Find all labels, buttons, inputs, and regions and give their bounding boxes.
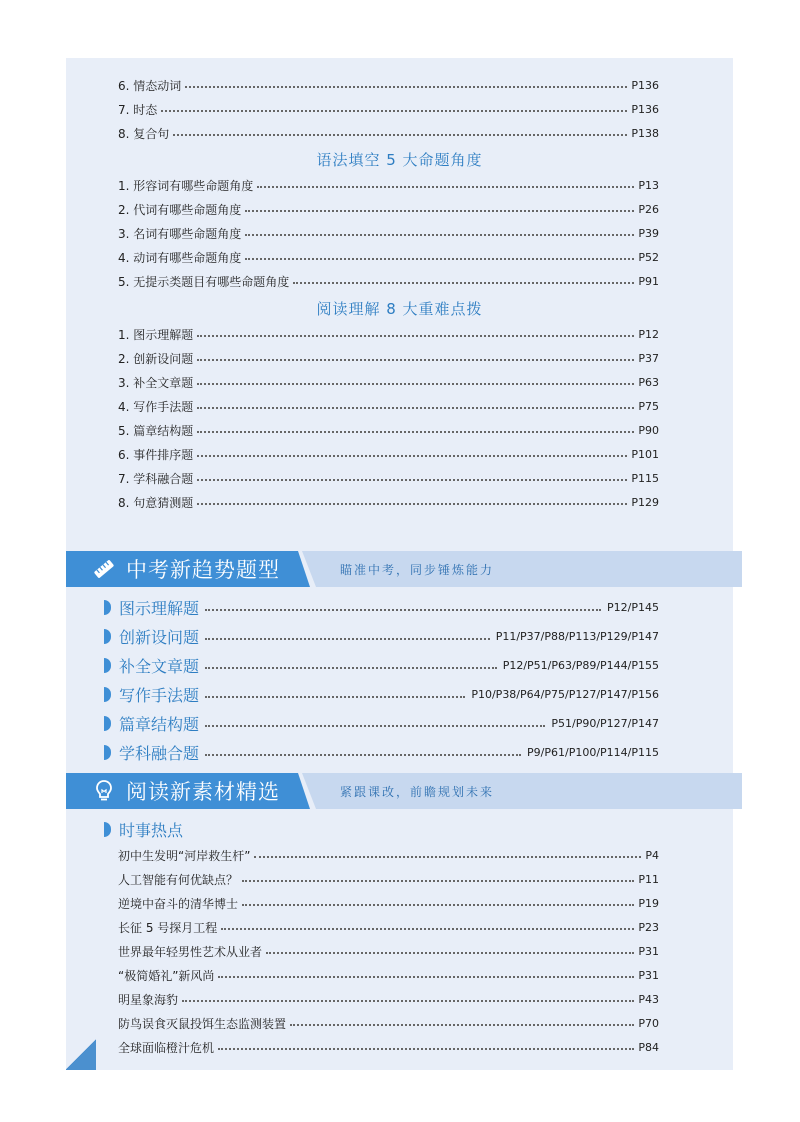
toc-page: P138: [631, 126, 659, 140]
leader-dots: [290, 1024, 634, 1026]
toc-label: 3. 补全文章题: [118, 375, 194, 390]
toc-label: 6. 情态动词: [118, 78, 182, 93]
toc-label: “极简婚礼”新风尚: [118, 968, 215, 983]
toc-row[interactable]: [118, 492, 659, 512]
trend-label: 补全文章题: [119, 656, 200, 676]
toc-page: P75: [638, 399, 659, 413]
leader-dots: [197, 503, 627, 505]
leader-dots: [205, 638, 490, 640]
toc-row[interactable]: [118, 468, 659, 488]
toc-row[interactable]: [118, 75, 659, 95]
toc-page: P63: [638, 375, 659, 389]
leader-dots: [242, 880, 634, 882]
leader-dots: [245, 234, 634, 236]
toc-row[interactable]: [118, 917, 659, 937]
trend-row[interactable]: [104, 681, 659, 707]
toc-label: 4. 动词有哪些命题角度: [118, 250, 242, 265]
toc-page: P84: [638, 1040, 659, 1054]
toc-row[interactable]: [118, 396, 659, 416]
leader-dots: [242, 904, 634, 906]
toc-row[interactable]: [118, 941, 659, 961]
toc-label: 2. 代词有哪些命题角度: [118, 202, 242, 217]
trend-pages: P12/P51/P63/P89/P144/P155: [502, 658, 659, 672]
toc-page: P13: [638, 178, 659, 192]
toc-label: 5. 无提示类题目有哪些命题角度: [118, 274, 290, 289]
toc-page: P136: [631, 102, 659, 116]
toc-row[interactable]: [118, 372, 659, 392]
toc-label: 8. 句意猜测题: [118, 495, 194, 510]
toc-page: P31: [638, 944, 659, 958]
trend-label: 篇章结构题: [119, 714, 200, 734]
leader-dots: [185, 86, 627, 88]
toc-page: P52: [638, 250, 659, 264]
toc-row[interactable]: [118, 348, 659, 368]
page-curl-corner: [66, 1038, 96, 1070]
toc-label: 逆境中奋斗的清华博士: [118, 896, 239, 911]
leader-dots: [205, 754, 521, 756]
leader-dots: [197, 383, 634, 385]
subsection-current-affairs: [104, 817, 183, 841]
leader-dots: [197, 455, 627, 457]
leader-dots: [197, 359, 634, 361]
toc-row[interactable]: [118, 444, 659, 464]
trend-label: 学科融合题: [119, 743, 200, 763]
trend-pages: P12/P145: [607, 600, 659, 614]
leader-dots: [293, 282, 634, 284]
toc-row[interactable]: [118, 1013, 659, 1033]
leader-dots: [218, 976, 634, 978]
toc-page: P37: [638, 351, 659, 365]
toc-page: P19: [638, 896, 659, 910]
toc-row[interactable]: [118, 845, 659, 865]
leader-dots: [205, 667, 497, 669]
band-title: 阅读新素材精选: [126, 780, 280, 804]
bullet-marker: [104, 822, 111, 837]
toc-page: P4: [645, 848, 659, 862]
leader-dots: [197, 479, 627, 481]
bullet-marker: [104, 687, 111, 702]
toc-label: 防鸟误食灭鼠投饵生态监测装置: [118, 1016, 287, 1031]
lightbulb-icon: [92, 779, 116, 803]
toc-label: 全球面临橙汁危机: [118, 1040, 215, 1055]
leader-dots: [245, 258, 634, 260]
trend-label: 写作手法题: [119, 685, 200, 705]
section-heading-fill-in: 语法填空 5 大命题角度: [316, 151, 483, 169]
leader-dots: [197, 431, 634, 433]
leader-dots: [205, 609, 601, 611]
toc-row[interactable]: [118, 199, 659, 219]
bullet-marker: [104, 629, 111, 644]
bullet-marker: [104, 745, 111, 760]
toc-row[interactable]: [118, 893, 659, 913]
leader-dots: [218, 1048, 634, 1050]
leader-dots: [266, 952, 634, 954]
toc-row[interactable]: [118, 869, 659, 889]
trend-pages: P11/P37/P88/P113/P129/P147: [495, 629, 659, 643]
trend-row[interactable]: [104, 652, 659, 678]
toc-page: P101: [631, 447, 659, 461]
leader-dots: [161, 110, 627, 112]
section-band-trend: [66, 551, 742, 587]
leader-dots: [182, 1000, 634, 1002]
trend-pages: P51/P90/P127/P147: [551, 716, 659, 730]
toc-row[interactable]: [118, 271, 659, 291]
toc-label: 人工智能有何优缺点？: [118, 872, 239, 887]
trend-pages: P10/P38/P64/P75/P127/P147/P156: [471, 687, 659, 701]
toc-page: P115: [631, 471, 659, 485]
toc-label: 5. 篇章结构题: [118, 423, 194, 438]
trend-label: 图示理解题: [119, 598, 200, 618]
subsection-title: 时事热点: [119, 820, 184, 840]
pen-ruler-icon: [92, 557, 116, 581]
toc-label: 明星象海豹: [118, 992, 179, 1007]
toc-label: 4. 写作手法题: [118, 399, 194, 414]
trend-row[interactable]: [104, 594, 659, 620]
toc-page: P39: [638, 226, 659, 240]
toc-page: P31: [638, 968, 659, 982]
toc-label: 1. 形容词有哪些命题角度: [118, 178, 254, 193]
leader-dots: [197, 335, 634, 337]
bullet-marker: [104, 658, 111, 673]
toc-label: 6. 事件排序题: [118, 447, 194, 462]
leader-dots: [254, 856, 641, 858]
bullet-marker: [104, 716, 111, 731]
band-slogan: 紧跟课改，前瞻规划未来: [340, 785, 495, 799]
band-title: 中考新趋势题型: [126, 558, 280, 582]
toc-label: 8. 复合句: [118, 126, 170, 141]
toc-row[interactable]: [118, 223, 659, 243]
section-heading-reading: 阅读理解 8 大重难点拨: [316, 300, 483, 318]
toc-row[interactable]: [118, 420, 659, 440]
toc-row[interactable]: [118, 99, 659, 119]
toc-label: 世界最年轻男性艺术从业者: [118, 944, 263, 959]
toc-page: P23: [638, 920, 659, 934]
section-band-materials: [66, 773, 742, 809]
bullet-marker: [104, 600, 111, 615]
leader-dots: [257, 186, 634, 188]
leader-dots: [197, 407, 634, 409]
toc-page: P70: [638, 1016, 659, 1030]
toc-row[interactable]: [118, 324, 659, 344]
leader-dots: [221, 928, 634, 930]
trend-label: 创新设问题: [119, 627, 200, 647]
toc-row[interactable]: [118, 175, 659, 195]
toc-label: 7. 时态: [118, 102, 158, 117]
toc-label: 1. 图示理解题: [118, 327, 194, 342]
toc-label: 初中生发明“河岸救生杆”: [118, 848, 251, 863]
toc-page: P91: [638, 274, 659, 288]
toc-label: 长征 5 号探月工程: [118, 920, 218, 935]
leader-dots: [173, 134, 627, 136]
toc-label: 3. 名词有哪些命题角度: [118, 226, 242, 241]
toc-row[interactable]: [118, 123, 659, 143]
toc-page: P43: [638, 992, 659, 1006]
leader-dots: [245, 210, 634, 212]
toc-row[interactable]: [118, 247, 659, 267]
toc-label: 7. 学科融合题: [118, 471, 194, 486]
toc-page: P136: [631, 78, 659, 92]
toc-page: P11: [638, 872, 659, 886]
band-slogan: 瞄准中考，同步锤炼能力: [340, 563, 495, 577]
toc-page: P90: [638, 423, 659, 437]
toc-page: P12: [638, 327, 659, 341]
trend-row[interactable]: [104, 710, 659, 736]
trend-row[interactable]: [104, 739, 659, 765]
leader-dots: [205, 696, 465, 698]
leader-dots: [205, 725, 545, 727]
trend-pages: P9/P61/P100/P114/P115: [527, 745, 659, 759]
trend-row[interactable]: [104, 623, 659, 649]
toc-page: P26: [638, 202, 659, 216]
toc-row[interactable]: [118, 989, 659, 1009]
toc-page: P129: [631, 495, 659, 509]
toc-row[interactable]: [118, 965, 659, 985]
toc-row[interactable]: [118, 1037, 659, 1057]
toc-label: 2. 创新设问题: [118, 351, 194, 366]
